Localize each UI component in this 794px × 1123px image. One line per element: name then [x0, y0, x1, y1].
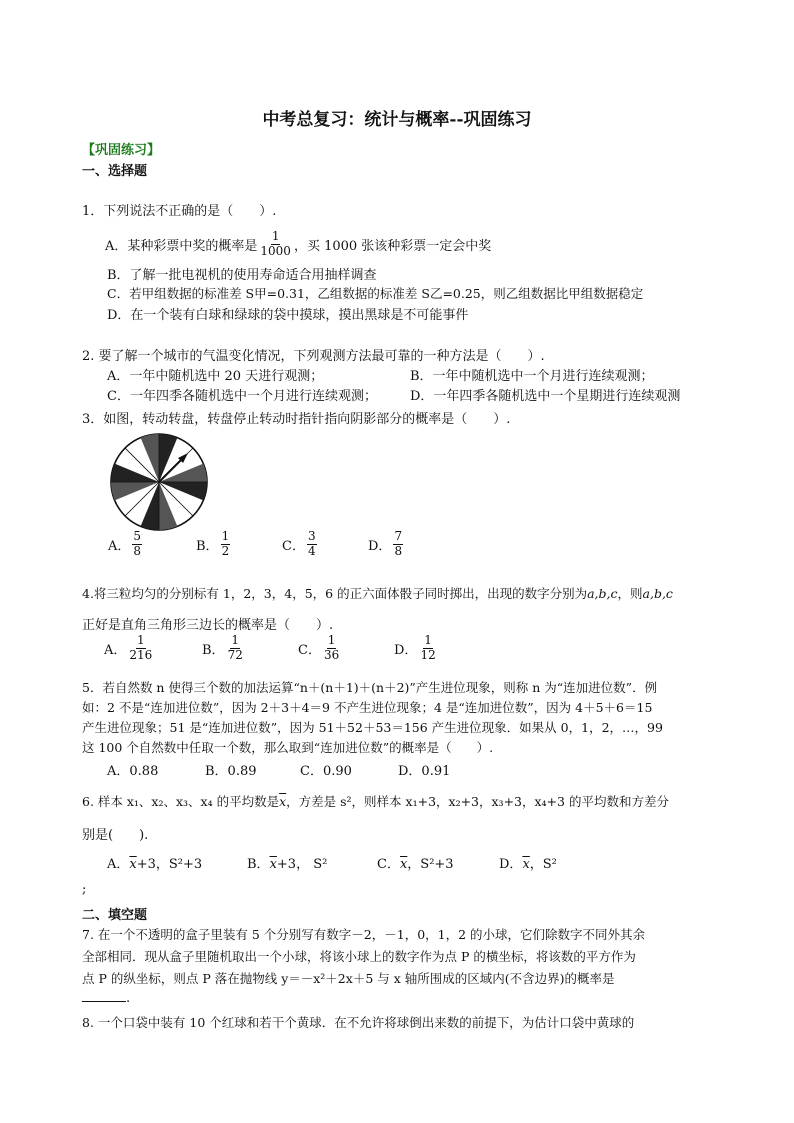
q2-option-c: C．一年四季各随机选中一个月进行连续观测； [107, 389, 377, 404]
q5-option-c: C．0.90 [300, 764, 352, 779]
section-heading-fill: 二、填空题 [82, 908, 148, 923]
q7-line2: 全部相同．现从盒子里随机取出一个小球，将该小球上的数字作为点 P 的横坐标，将该数的平方作为 [82, 949, 636, 964]
q3-option-c: C． $\frac{3}{4}$ [282, 529, 316, 558]
q4-stem-line2: 正好是直角三角形三边长的概率是（ ）. [82, 618, 334, 633]
q7-line3: 点 P 的纵坐标，则点 P 落在抛物线 y＝－x²＋2x＋5 与 x 轴所围成的区域内(不含边界)的概率是 [82, 971, 615, 986]
q2-option-d: D．一年四季各随机选中一个星期进行连续观测 [410, 389, 681, 404]
q5-line3: 产生进位现象；51 是“连加进位数”，因为 51＋52＋53＝156 产生进位现象．如果从 0，1，2，…，99 [82, 720, 663, 735]
q4-options [104, 634, 439, 663]
q1-a-fraction: $\frac{1}{1000}$ [260, 229, 291, 258]
spinner-figure [108, 431, 210, 533]
q2-option-b: B．一年中随机选中一个月进行连续观测； [410, 369, 654, 384]
q6-options [107, 853, 557, 872]
q4-option-a: A． $\frac{1}{216}$ [104, 633, 153, 662]
q1-a-text: A．某种彩票中奖的概率是 [105, 238, 258, 254]
q7-answer-blank[interactable] [82, 991, 126, 1002]
section-tag: 【巩固练习】 [82, 143, 161, 158]
q3-stem: 3．如图，转动转盘，转盘停止转动时指针指向阴影部分的概率是（ ）. [82, 412, 511, 427]
q3-option-b: B． $\frac{1}{2}$ [196, 529, 230, 558]
q6-line1: 6. 样本 x₁、x₂、x₃、x₄ 的平均数是$\overline{x}$，方差是 s²，则样本 x₁+3，x₂+3，x₃+3，x₄+3 的平均数和方差分 [82, 794, 669, 809]
q4-option-d: D． $\frac{1}{12}$ [394, 633, 436, 662]
q3-option-d: D． $\frac{7}{8}$ [368, 529, 403, 558]
section-heading-choice: 一、选择题 [82, 164, 148, 179]
page-title: 中考总复习：统计与概率--巩固练习 [262, 110, 532, 130]
q5-option-b: B．0.89 [205, 764, 257, 779]
q6-line2: 别是( ). [82, 828, 149, 843]
stray-semicolon: ; [82, 882, 87, 897]
q6-option-d: D．$\overline{x}$，S² [499, 857, 557, 872]
q3-option-a: A． $\frac{5}{8}$ [108, 529, 142, 558]
q2-stem: 2. 要了解一个城市的气温变化情况，下列观测方法最可靠的一种方法是（ ）. [82, 349, 545, 364]
q5-option-d: D．0.91 [398, 764, 451, 779]
q4-stem-line1: 4.将三粒均匀的分别标有 1，2，3，4，5，6 的正六面体骰子同时掷出，出现的数字分别为a,b,c，则a,b,c [82, 586, 673, 601]
q1-option-d: D．在一个装有白球和绿球的袋中摸球，摸出黑球是不可能事件 [107, 308, 469, 323]
q1-option-c: C．若甲组数据的标准差 S甲=0.31，乙组数据的标准差 S乙=0.25，则乙组数据比甲组数据稳定 [107, 286, 644, 301]
q6-option-c: C．$\overline{x}$，S²+3 [377, 857, 454, 872]
q1-option-b: B．了解一批电视机的使用寿命适合用抽样调查 [107, 268, 377, 283]
q3-options [108, 530, 405, 559]
q1-a-text-post: ，买 1000 张该种彩票一定会中奖 [293, 238, 492, 254]
q1-stem: 1．下列说法不正确的是（ ）. [82, 204, 277, 219]
q8-line1: 8. 一个口袋中装有 10 个红球和若干个黄球．在不允许将球倒出来数的前提下，为估计口袋中黄球的 [82, 1015, 635, 1030]
q4-option-c: C． $\frac{1}{36}$ [298, 633, 340, 662]
q6-option-a: A．$\overline{x}+3$，S²+3 [107, 857, 203, 872]
q5-option-a: A．0.88 [107, 764, 159, 779]
q6-option-b: B．$\overline{x}+3$， S² [247, 857, 328, 872]
q7-line1: 7. 在一个不透明的盒子里装有 5 个分别写有数字－2，－1，0，1，2 的小球，它们除数字不同外其余 [82, 927, 646, 942]
q4-option-b: B． $\frac{1}{72}$ [202, 633, 243, 662]
q2-option-a: A．一年中随机选中 20 天进行观测； [107, 369, 324, 384]
q5-line2: 如：2 不是“连加进位数”，因为 2＋3＋4＝9 不产生进位现象；4 是“连加进位数”，因为 4＋5＋6＝15 [82, 700, 653, 715]
q5-line4: 这 100 个自然数中任取一个数，那么取到“连加进位数”的概率是（ ）. [82, 740, 494, 755]
q5-line1: 5．若自然数 n 使得三个数的加法运算“n＋(n＋1)＋(n＋2)”产生进位现象，则称 n 为“连加进位数”．例 [82, 680, 658, 695]
q7-line4: . [82, 991, 130, 1006]
q1-option-a [105, 230, 491, 259]
